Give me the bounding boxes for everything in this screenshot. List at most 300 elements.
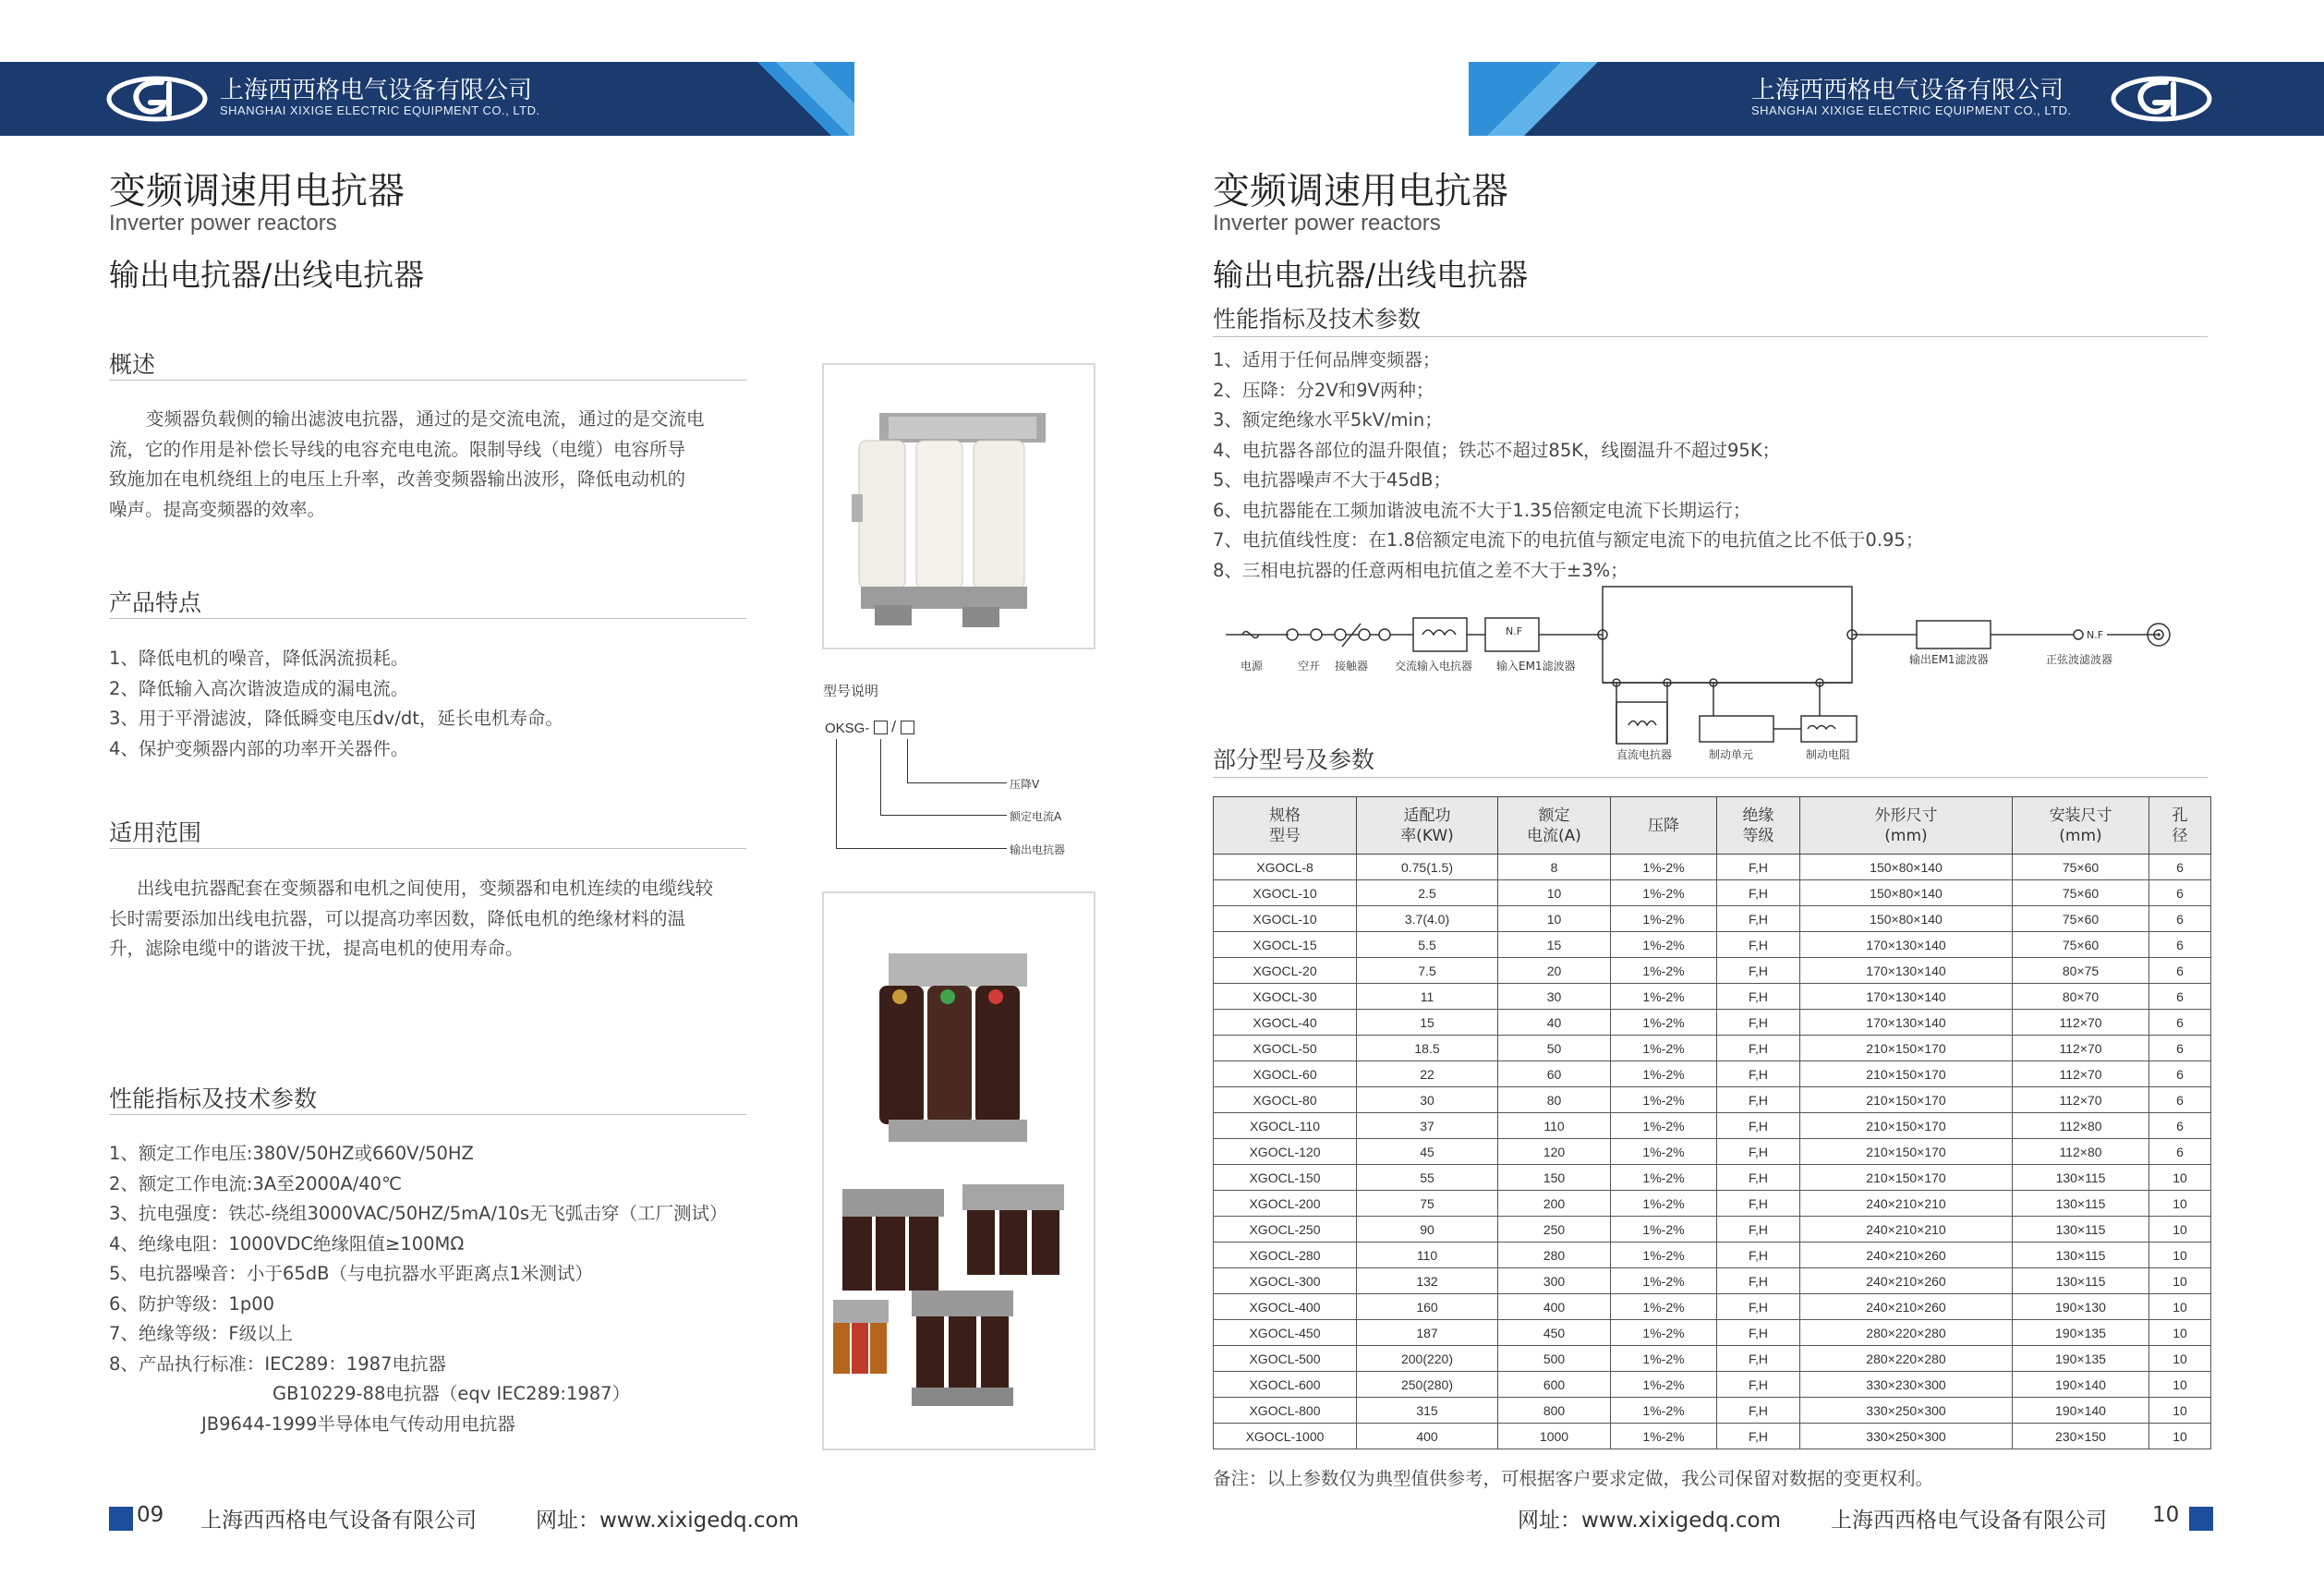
- table-cell: 80×70: [2013, 984, 2149, 1010]
- table-cell: F,H: [1717, 906, 1800, 932]
- table-cell: 112×80: [2013, 1139, 2149, 1165]
- table-cell: 210×150×170: [1800, 1165, 2013, 1191]
- table-cell: 130×115: [2013, 1191, 2149, 1217]
- table-header-line: 孔: [2172, 806, 2188, 825]
- nf-label: N.F: [2087, 629, 2104, 641]
- table-cell: 15: [1357, 1010, 1498, 1036]
- table-cell: 1%-2%: [1611, 906, 1717, 932]
- model-annotation: 压降V: [1010, 778, 1040, 791]
- table-cell: 112×80: [2013, 1113, 2149, 1139]
- table-header-line: 压降: [1648, 816, 1679, 835]
- table-cell: 6: [2149, 932, 2211, 958]
- table-cell: XGOCL-150: [1214, 1165, 1357, 1191]
- inverter-box: [1603, 587, 1852, 683]
- table-cell: XGOCL-250: [1214, 1217, 1357, 1243]
- footer-page-number: 09: [137, 1503, 164, 1527]
- table-cell: XGOCL-8: [1214, 855, 1357, 880]
- table-cell: F,H: [1717, 984, 1800, 1010]
- table-cell: 240×210×210: [1800, 1217, 2013, 1243]
- table-cell: 500: [1498, 1346, 1611, 1372]
- model-connector: [836, 848, 1007, 849]
- table-cell: 30: [1357, 1087, 1498, 1113]
- table-cell: F,H: [1717, 1346, 1800, 1372]
- list-item: 3、抗电强度：铁芯-绕组3000VAC/50HZ/5mA/10s无飞弧击穿（工厂测试）: [109, 1203, 728, 1224]
- table-row: [1214, 1398, 2211, 1424]
- table-cell: XGOCL-400: [1214, 1294, 1357, 1320]
- table-cell: 6: [2149, 1036, 2211, 1061]
- table-cell: 110: [1357, 1243, 1498, 1268]
- table-cell: XGOCL-300: [1214, 1268, 1357, 1294]
- brake-resistor-box: [1801, 716, 1857, 742]
- overview-line: 流，它的作用是补偿长导线的电容充电电流。限制导线（电缆）电容所导: [109, 438, 686, 460]
- table-cell: 1%-2%: [1611, 1061, 1717, 1087]
- table-cell: 1%-2%: [1611, 1165, 1717, 1191]
- page-title: 变频调速用电抗器: [1213, 170, 1508, 212]
- table-cell: XGOCL-600: [1214, 1372, 1357, 1398]
- scope-line: 长时需要添加出线电抗器，可以提高功率因数，降低电机的绝缘材料的温: [109, 907, 686, 929]
- table-cell: XGOCL-10: [1214, 906, 1357, 932]
- table-cell: 6: [2149, 880, 2211, 906]
- table-cell: 190×140: [2013, 1398, 2149, 1424]
- header-company-cn: 上海西西格电气设备有限公司: [220, 77, 533, 104]
- table-cell: 150×80×140: [1800, 855, 2013, 880]
- table-row: [1214, 1217, 2211, 1243]
- table-header-line: (mm): [2059, 826, 2102, 845]
- specs-list: [109, 1139, 728, 1439]
- table-cell: 190×135: [2013, 1346, 2149, 1372]
- table-cell: 40: [1498, 1010, 1611, 1036]
- table-header-cell: [2149, 797, 2211, 855]
- table-cell: F,H: [1717, 1424, 1800, 1449]
- table-cell: 130×115: [2013, 1217, 2149, 1243]
- circuit-label: 输出EM1滤波器: [1909, 653, 1989, 666]
- table-cell: 75×60: [2013, 932, 2149, 958]
- model-connector: [880, 739, 881, 815]
- table-cell: 280×220×280: [1800, 1346, 2013, 1372]
- header-company-en: SHANGHAI XIXIGE ELECTRIC EQUIPMENT CO., LTD.: [1751, 103, 2072, 117]
- table-cell: 112×70: [2013, 1036, 2149, 1061]
- table-cell: F,H: [1717, 1165, 1800, 1191]
- nf-label: N.F: [1506, 625, 1523, 637]
- table-cell: 6: [2149, 984, 2211, 1010]
- header-band-right: [1469, 62, 2324, 136]
- list-item: 8、三相电抗器的任意两相电抗值之差不大于±3%；: [1213, 559, 1628, 581]
- table-row: [1214, 958, 2211, 984]
- section-heading-specs: 性能指标及技术参数: [109, 1085, 318, 1112]
- section-heading-overview: 概述: [109, 351, 156, 378]
- table-cell: XGOCL-30: [1214, 984, 1357, 1010]
- circuit-label: 接触器: [1335, 660, 1369, 673]
- table-row: [1214, 1036, 2211, 1061]
- table-header-cell: [1717, 797, 1800, 855]
- table-cell: 30: [1498, 984, 1611, 1010]
- section-divider: [1213, 336, 2208, 337]
- table-header-line: 等级: [1742, 826, 1774, 845]
- page-title: 变频调速用电抗器: [109, 170, 405, 212]
- table-cell: 210×150×170: [1800, 1036, 2013, 1061]
- table-cell: 120: [1498, 1139, 1611, 1165]
- table-cell: 132: [1357, 1268, 1498, 1294]
- table-cell: 1%-2%: [1611, 1191, 1717, 1217]
- table-cell: 75×60: [2013, 906, 2149, 932]
- list-item: GB10229-88电抗器（eqv IEC289:1987）: [272, 1383, 631, 1404]
- table-cell: 10: [2149, 1191, 2211, 1217]
- table-cell: XGOCL-50: [1214, 1036, 1357, 1061]
- footer-company: 上海西西格电气设备有限公司: [1831, 1509, 2107, 1533]
- table-cell: 10: [2149, 1398, 2211, 1424]
- model-connector: [836, 739, 837, 848]
- table-cell: F,H: [1717, 1087, 1800, 1113]
- table-header-cell: [1214, 797, 1357, 855]
- table-cell: 170×130×140: [1800, 1010, 2013, 1036]
- table-cell: XGOCL-80: [1214, 1087, 1357, 1113]
- inductor-icon: [1628, 721, 1656, 726]
- table-cell: 1%-2%: [1611, 1398, 1717, 1424]
- table-cell: 450: [1498, 1320, 1611, 1346]
- table-row: [1214, 1165, 2211, 1191]
- table-header-line: 率(KW): [1400, 826, 1454, 845]
- page-subtitle: 输出电抗器/出线电抗器: [1213, 257, 1529, 293]
- model-box-voltage: [901, 721, 914, 734]
- table-cell: 210×150×170: [1800, 1113, 2013, 1139]
- table-header-line: 外形尺寸: [1874, 806, 1938, 825]
- table-cell: 1%-2%: [1611, 1139, 1717, 1165]
- table-cell: 10: [2149, 1217, 2211, 1243]
- company-logo-icon: [106, 73, 208, 125]
- table-cell: 210×150×170: [1800, 1061, 2013, 1087]
- table-cell: 80: [1498, 1087, 1611, 1113]
- table-cell: 1%-2%: [1611, 855, 1717, 880]
- table-row: [1214, 1268, 2211, 1294]
- table-cell: 330×250×300: [1800, 1398, 2013, 1424]
- table-cell: 45: [1357, 1139, 1498, 1165]
- table-cell: XGOCL-200: [1214, 1191, 1357, 1217]
- table-header-cell: [1357, 797, 1498, 855]
- table-cell: 90: [1357, 1217, 1498, 1243]
- circuit-label: 电源: [1241, 660, 1264, 673]
- table-cell: 240×210×260: [1800, 1294, 2013, 1320]
- table-cell: 250(280): [1357, 1372, 1498, 1398]
- table-cell: 10: [2149, 1165, 2211, 1191]
- table-cell: 200(220): [1357, 1346, 1498, 1372]
- list-item: 6、防护等级：1p00: [109, 1292, 275, 1315]
- section-divider: [109, 1114, 746, 1115]
- model-connector: [907, 782, 1007, 783]
- list-item: 7、绝缘等级：F级以上: [109, 1323, 294, 1344]
- page-subtitle: 输出电抗器/出线电抗器: [109, 257, 425, 293]
- table-header-line: 型号: [1269, 826, 1301, 845]
- table-cell: XGOCL-800: [1214, 1398, 1357, 1424]
- company-logo-icon: [2111, 73, 2212, 125]
- table-header-cell: [1611, 797, 1717, 855]
- specs-list: [1213, 345, 1923, 586]
- table-cell: 1%-2%: [1611, 958, 1717, 984]
- table-cell: 330×230×300: [1800, 1372, 2013, 1398]
- table-cell: 240×210×210: [1800, 1191, 2013, 1217]
- table-cell: 10: [1498, 906, 1611, 932]
- table-cell: 1%-2%: [1611, 1268, 1717, 1294]
- table-cell: 6: [2149, 1139, 2211, 1165]
- table-row: [1214, 906, 2211, 932]
- table-cell: 1%-2%: [1611, 880, 1717, 906]
- table-cell: XGOCL-40: [1214, 1010, 1357, 1036]
- table-header-line: 电流(A): [1527, 826, 1581, 845]
- overview-paragraph: [109, 405, 751, 525]
- table-cell: F,H: [1717, 1061, 1800, 1087]
- table-cell: 1%-2%: [1611, 984, 1717, 1010]
- model-connector: [880, 815, 1007, 816]
- table-cell: 230×150: [2013, 1424, 2149, 1449]
- section-heading-scope: 适用范围: [109, 819, 202, 846]
- footer-page-marker: [2189, 1507, 2213, 1531]
- table-cell: XGOCL-15: [1214, 932, 1357, 958]
- table-cell: 300: [1498, 1268, 1611, 1294]
- list-item: 1、适用于任何品牌变频器；: [1213, 349, 1441, 370]
- features-list: [109, 644, 563, 764]
- table-cell: 10: [2149, 1424, 2211, 1449]
- list-item: 3、用于平滑滤波，降低瞬变电压dv/dt，延长电机寿命。: [109, 708, 563, 729]
- table-row: [1214, 1139, 2211, 1165]
- table-cell: 75×60: [2013, 880, 2149, 906]
- list-item: 5、电抗器噪音：小于65dB（与电抗器水平距离点1米测试）: [109, 1263, 593, 1284]
- table-cell: XGOCL-10: [1214, 880, 1357, 906]
- table-header-line: (mm): [1884, 826, 1928, 845]
- circuit-diagram: [1224, 577, 2189, 762]
- list-item: 7、电抗值线性度：在1.8倍额定电流下的电抗值与额定电流下的电抗值之比不低于0.95；: [1213, 529, 1924, 551]
- table-cell: 6: [2149, 906, 2211, 932]
- table-cell: 112×70: [2013, 1087, 2149, 1113]
- table-cell: 80×75: [2013, 958, 2149, 984]
- model-annotation: 额定电流A: [1010, 810, 1062, 823]
- table-header-line: 径: [2172, 826, 2188, 845]
- list-item: 4、保护变频器内部的功率开关器件。: [109, 737, 409, 759]
- table-cell: 150×80×140: [1800, 906, 2013, 932]
- table-note: 备注：以上参数仅为典型值供参考，可根据客户要求定做，我公司保留对数据的变更权利。: [1213, 1468, 1934, 1489]
- table-cell: 800: [1498, 1398, 1611, 1424]
- table-cell: XGOCL-20: [1214, 958, 1357, 984]
- table-cell: 37: [1357, 1113, 1498, 1139]
- table-row: [1214, 1113, 2211, 1139]
- list-item: 6、电抗器能在工频加谐波电流不大于1.35倍额定电流下长期运行；: [1213, 499, 1751, 521]
- table-cell: 130×115: [2013, 1243, 2149, 1268]
- circuit-label: 输入EM1滤波器: [1496, 660, 1576, 673]
- table-cell: XGOCL-110: [1214, 1113, 1357, 1139]
- section-heading-specs: 性能指标及技术参数: [1213, 306, 1422, 333]
- table-row: [1214, 1320, 2211, 1346]
- table-cell: F,H: [1717, 1113, 1800, 1139]
- table-cell: 170×130×140: [1800, 984, 2013, 1010]
- table-cell: 6: [2149, 958, 2211, 984]
- table-cell: XGOCL-500: [1214, 1346, 1357, 1372]
- overview-line: 噪声。提高变频器的效率。: [109, 498, 326, 520]
- overview-line: 变频器负载侧的输出滤波电抗器，通过的是交流电流，通过的是交流电: [146, 408, 705, 430]
- table-cell: 160: [1357, 1294, 1498, 1320]
- table-body: [1214, 855, 2211, 1449]
- table-cell: 150: [1498, 1165, 1611, 1191]
- output-emi-filter-box: [1917, 621, 1991, 649]
- section-heading-table: 部分型号及参数: [1213, 746, 1375, 773]
- model-annotation: 输出电抗器: [1010, 843, 1066, 856]
- table-cell: 280: [1498, 1243, 1611, 1268]
- table-cell: 400: [1498, 1294, 1611, 1320]
- table-cell: 150×80×140: [1800, 880, 2013, 906]
- model-explanation-label: 型号说明: [823, 683, 879, 699]
- table-cell: XGOCL-120: [1214, 1139, 1357, 1165]
- table-cell: 200: [1498, 1191, 1611, 1217]
- table-cell: 130×115: [2013, 1165, 2149, 1191]
- table-cell: 1%-2%: [1611, 1294, 1717, 1320]
- table-cell: 330×250×300: [1800, 1424, 2013, 1449]
- table-cell: F,H: [1717, 932, 1800, 958]
- input-reactor-box: [1413, 618, 1467, 651]
- table-cell: 280×220×280: [1800, 1320, 2013, 1346]
- table-cell: F,H: [1717, 958, 1800, 984]
- table-cell: 2.5: [1357, 880, 1498, 906]
- table-cell: 1%-2%: [1611, 1243, 1717, 1268]
- table-row: [1214, 932, 2211, 958]
- table-cell: 170×130×140: [1800, 958, 2013, 984]
- header-company-en: SHANGHAI XIXIGE ELECTRIC EQUIPMENT CO., LTD.: [220, 103, 540, 117]
- table-cell: 210×150×170: [1800, 1087, 2013, 1113]
- footer-website: 网址：www.xixigedq.com: [536, 1509, 800, 1533]
- table-cell: 75×60: [2013, 855, 2149, 880]
- table-row: [1214, 1424, 2211, 1449]
- parameters-table: [1213, 796, 2211, 1449]
- table-row: [1214, 1346, 2211, 1372]
- reactor-white-illustration: [824, 365, 1094, 648]
- table-cell: 1%-2%: [1611, 1036, 1717, 1061]
- footer-page-marker: [109, 1507, 133, 1531]
- model-connector: [907, 739, 908, 782]
- table-cell: F,H: [1717, 1294, 1800, 1320]
- model-box-current: [874, 721, 888, 734]
- table-row: [1214, 1087, 2211, 1113]
- table-cell: F,H: [1717, 1372, 1800, 1398]
- table-header-line: 额定: [1538, 806, 1570, 825]
- circuit-label: 空开: [1298, 660, 1321, 673]
- table-cell: 10: [2149, 1268, 2211, 1294]
- table-cell: 315: [1357, 1398, 1498, 1424]
- table-cell: 75: [1357, 1191, 1498, 1217]
- table-cell: 15: [1498, 932, 1611, 958]
- footer-page-number: 10: [2152, 1503, 2180, 1527]
- overview-line: 致施加在电机绕组上的电压上升率，改善变频器输出波形，降低电动机的: [109, 468, 686, 490]
- brake-unit-box: [1700, 716, 1773, 742]
- table-cell: XGOCL-1000: [1214, 1424, 1357, 1449]
- table-header-cell: [2013, 797, 2149, 855]
- table-cell: 400: [1357, 1424, 1498, 1449]
- header-band-left: [0, 62, 854, 136]
- table-cell: XGOCL-450: [1214, 1320, 1357, 1346]
- table-header-line: 绝缘: [1742, 806, 1774, 825]
- section-divider: [109, 848, 746, 849]
- list-item: 8、产品执行标准：IEC289：1987电抗器: [109, 1352, 446, 1375]
- table-cell: 1%-2%: [1611, 1113, 1717, 1139]
- table-cell: 1000: [1498, 1424, 1611, 1449]
- resistor-icon: [1808, 726, 1835, 730]
- table-cell: XGOCL-60: [1214, 1061, 1357, 1087]
- table-cell: XGOCL-280: [1214, 1243, 1357, 1268]
- table-cell: 187: [1357, 1320, 1498, 1346]
- table-cell: 6: [2149, 855, 2211, 880]
- table-cell: 1%-2%: [1611, 1087, 1717, 1113]
- table-cell: 10: [2149, 1346, 2211, 1372]
- model-code-prefix: OKSG-: [825, 721, 870, 736]
- table-cell: 6: [2149, 1010, 2211, 1036]
- circuit-label: 直流电抗器: [1616, 748, 1673, 761]
- table-cell: 10: [2149, 1243, 2211, 1268]
- table-row: [1214, 984, 2211, 1010]
- table-row: [1214, 1191, 2211, 1217]
- table-cell: F,H: [1717, 1398, 1800, 1424]
- table-row: [1214, 1061, 2211, 1087]
- table-cell: 5.5: [1357, 932, 1498, 958]
- circuit-label: 正弦波滤波器: [2046, 653, 2113, 666]
- list-item: 1、额定工作电压:380V/50HZ或660V/50HZ: [109, 1143, 474, 1164]
- table-cell: 6: [2149, 1087, 2211, 1113]
- table-cell: 8: [1498, 855, 1611, 880]
- table-cell: 55: [1357, 1165, 1498, 1191]
- circuit-label: 交流输入电抗器: [1395, 660, 1473, 673]
- reactor-group-illustration: [824, 893, 1094, 1448]
- list-item: 2、额定工作电流:3A至2000A/40℃: [109, 1172, 402, 1194]
- table-cell: 210×150×170: [1800, 1139, 2013, 1165]
- table-header-line: 适配功: [1403, 806, 1451, 825]
- table-cell: 1%-2%: [1611, 932, 1717, 958]
- table-cell: 22: [1357, 1061, 1498, 1087]
- table-cell: 7.5: [1357, 958, 1498, 984]
- table-cell: 10: [2149, 1372, 2211, 1398]
- circuit-label: 制动单元: [1709, 748, 1754, 761]
- table-cell: 20: [1498, 958, 1611, 984]
- table-row: [1214, 1294, 2211, 1320]
- list-item: 1、降低电机的噪音，降低涡流损耗。: [109, 648, 409, 669]
- table-row: [1214, 1243, 2211, 1268]
- table-cell: 190×130: [2013, 1294, 2149, 1320]
- table-cell: 190×140: [2013, 1372, 2149, 1398]
- table-cell: F,H: [1717, 1010, 1800, 1036]
- table-row: [1214, 1010, 2211, 1036]
- table-header-cell: [1800, 797, 2013, 855]
- table-cell: 10: [1498, 880, 1611, 906]
- section-divider: [1213, 777, 2208, 778]
- model-slash: /: [891, 718, 897, 734]
- table-cell: 112×70: [2013, 1010, 2149, 1036]
- table-header-line: 安装尺寸: [2049, 806, 2112, 825]
- table-cell: 1%-2%: [1611, 1320, 1717, 1346]
- circuit-label: 制动电阻: [1806, 748, 1851, 761]
- scope-line: 升，滤除电缆中的谐波干扰，提高电机的使用寿命。: [109, 938, 524, 959]
- table-header-cell: [1498, 797, 1611, 855]
- table-row: [1214, 880, 2211, 906]
- model-code: [825, 721, 869, 736]
- footer-company: 上海西西格电气设备有限公司: [200, 1509, 477, 1533]
- table-cell: 190×135: [2013, 1320, 2149, 1346]
- inductor-icon: [1422, 630, 1456, 635]
- table-cell: 130×115: [2013, 1268, 2149, 1294]
- table-cell: 50: [1498, 1036, 1611, 1061]
- page-title-en: Inverter power reactors: [109, 211, 337, 236]
- table-cell: F,H: [1717, 880, 1800, 906]
- table-cell: 250: [1498, 1217, 1611, 1243]
- scope-paragraph: [109, 874, 751, 964]
- list-item: JB9644-1999半导体电气传动用电抗器: [201, 1412, 515, 1435]
- table-cell: 170×130×140: [1800, 932, 2013, 958]
- table-row: [1214, 1372, 2211, 1398]
- table-cell: 1%-2%: [1611, 1346, 1717, 1372]
- table-cell: 112×70: [2013, 1061, 2149, 1087]
- product-photo-reactor-white: [822, 363, 1095, 649]
